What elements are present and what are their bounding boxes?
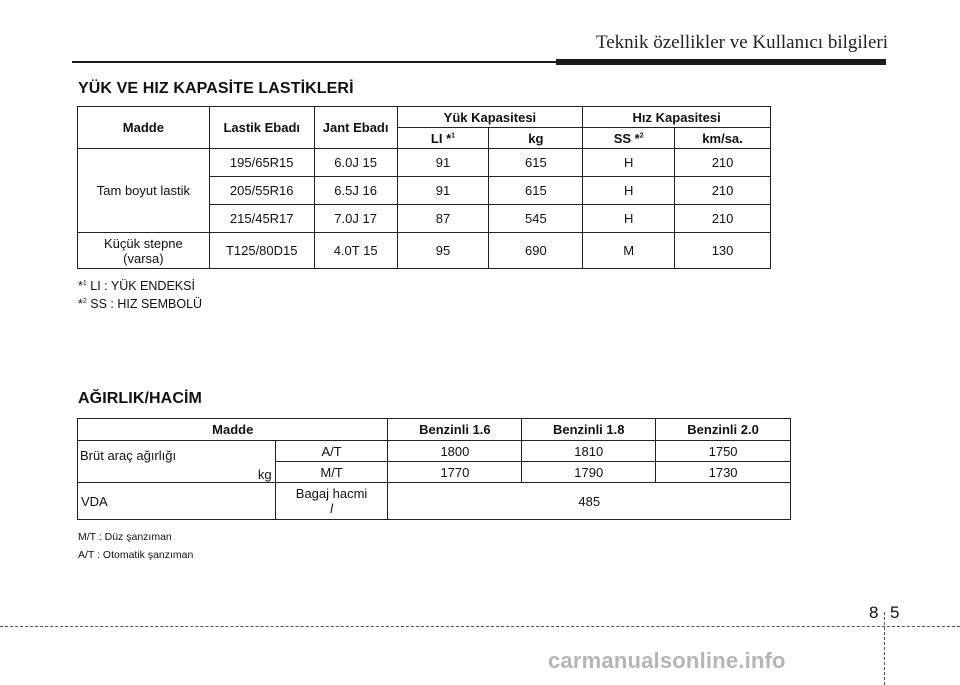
cell-km: 130 <box>675 233 771 269</box>
cell-v20: 1750 <box>656 441 791 462</box>
cell-v16: 1800 <box>388 441 522 462</box>
note-at: A/T : Otomatik şanzıman <box>78 549 194 561</box>
cell-ebat: 215/45R17 <box>209 205 314 233</box>
th-benzinli-20: Benzinli 2.0 <box>656 419 791 441</box>
table-row <box>78 233 771 269</box>
page-number: 5 <box>890 603 900 622</box>
bagaj-hacmi-unit: l <box>330 501 333 516</box>
table-row <box>78 483 791 520</box>
cell-v18: 1790 <box>522 462 656 483</box>
th-jant-ebadi: Jant Ebadı <box>314 107 397 149</box>
cell-jant: 6.5J 16 <box>314 177 397 205</box>
cell-kg: 615 <box>489 177 583 205</box>
tire-notes <box>78 276 202 312</box>
page-header-title: Teknik özellikler ve Kullanıcı bilgileri <box>595 32 888 53</box>
th-madde: Madde <box>78 107 210 149</box>
cell-ebat: 205/55R16 <box>209 177 314 205</box>
tire-capacity-table <box>77 106 771 269</box>
cell-ebat: T125/80D15 <box>209 233 314 269</box>
cell-li: 95 <box>397 233 489 269</box>
brut-agirlik-unit: kg <box>257 467 272 482</box>
th-li: LI *$^1$ <box>397 128 489 149</box>
cell-ss: M <box>583 233 675 269</box>
kucuk-stepne-label <box>78 233 210 269</box>
spare-label-line2: (varsa) <box>123 250 164 266</box>
th-benzinli-16: Benzinli 1.6 <box>388 419 522 441</box>
cell-ss: H <box>583 205 675 233</box>
cell-trans: A/T <box>275 441 388 462</box>
cell-li: 87 <box>397 205 489 233</box>
th-hiz-kapasitesi: Hız Kapasitesi <box>583 107 771 128</box>
weight-notes <box>78 528 193 564</box>
bagaj-hacmi-cell <box>275 483 388 520</box>
cell-ss: H <box>583 177 675 205</box>
table-row <box>78 441 791 462</box>
footer-vertical-dashed-line <box>884 612 885 685</box>
note-mt: M/T : Düz şanzıman <box>78 531 172 543</box>
cell-li: 91 <box>397 149 489 177</box>
cell-v20: 1730 <box>656 462 791 483</box>
cell-jant: 7.0J 17 <box>314 205 397 233</box>
weight-section-title: AĞIRLIK/HACİM <box>78 390 202 407</box>
header-rule-thick <box>556 59 886 65</box>
cell-trans: M/T <box>275 462 388 483</box>
cell-km: 210 <box>675 149 771 177</box>
cell-kg: 545 <box>489 205 583 233</box>
cell-kg: 615 <box>489 149 583 177</box>
th-ss: SS *$^2$ <box>583 128 675 149</box>
th-kmsa: km/sa. <box>675 128 771 149</box>
th-lastik-ebadi: Lastik Ebadı <box>209 107 314 149</box>
watermark: carmanualsonline.info <box>548 648 786 673</box>
cell-jant: 4.0T 15 <box>314 233 397 269</box>
brut-agirlik-label: Brüt araç ağırlığı <box>80 448 177 463</box>
cell-jant: 6.0J 15 <box>314 149 397 177</box>
cell-ebat: 195/65R15 <box>209 149 314 177</box>
cell-ss: H <box>583 149 675 177</box>
th-benzinli-18: Benzinli 1.8 <box>522 419 656 441</box>
table-row <box>78 149 771 177</box>
note-ss: *$^2$ SS : HIZ SEMBOLÜ <box>78 297 203 311</box>
tire-section-title: YÜK VE HIZ KAPASİTE LASTİKLERİ <box>78 80 354 97</box>
vda-label: VDA <box>78 483 276 520</box>
cell-km: 210 <box>675 205 771 233</box>
chapter-number: 8 <box>869 603 879 622</box>
cell-v18: 1810 <box>522 441 656 462</box>
vda-value: 485 <box>388 483 791 520</box>
weight-volume-table <box>77 418 791 520</box>
th-yuk-kapasitesi: Yük Kapasitesi <box>397 107 583 128</box>
cell-li: 91 <box>397 177 489 205</box>
note-li: *$^1$ LI : YÜK ENDEKSİ <box>78 279 195 293</box>
bagaj-hacmi-label: Bagaj hacmi <box>295 486 368 501</box>
cell-km: 210 <box>675 177 771 205</box>
tam-boyut-label: Tam boyut lastik <box>78 149 210 233</box>
th-kg: kg <box>489 128 583 149</box>
brut-agirlik-cell <box>78 441 276 483</box>
cell-v16: 1770 <box>388 462 522 483</box>
footer-dashed-line <box>0 626 960 627</box>
cell-kg: 690 <box>489 233 583 269</box>
spare-label-line1: Küçük stepne <box>103 235 183 251</box>
th-madde: Madde <box>78 419 388 441</box>
